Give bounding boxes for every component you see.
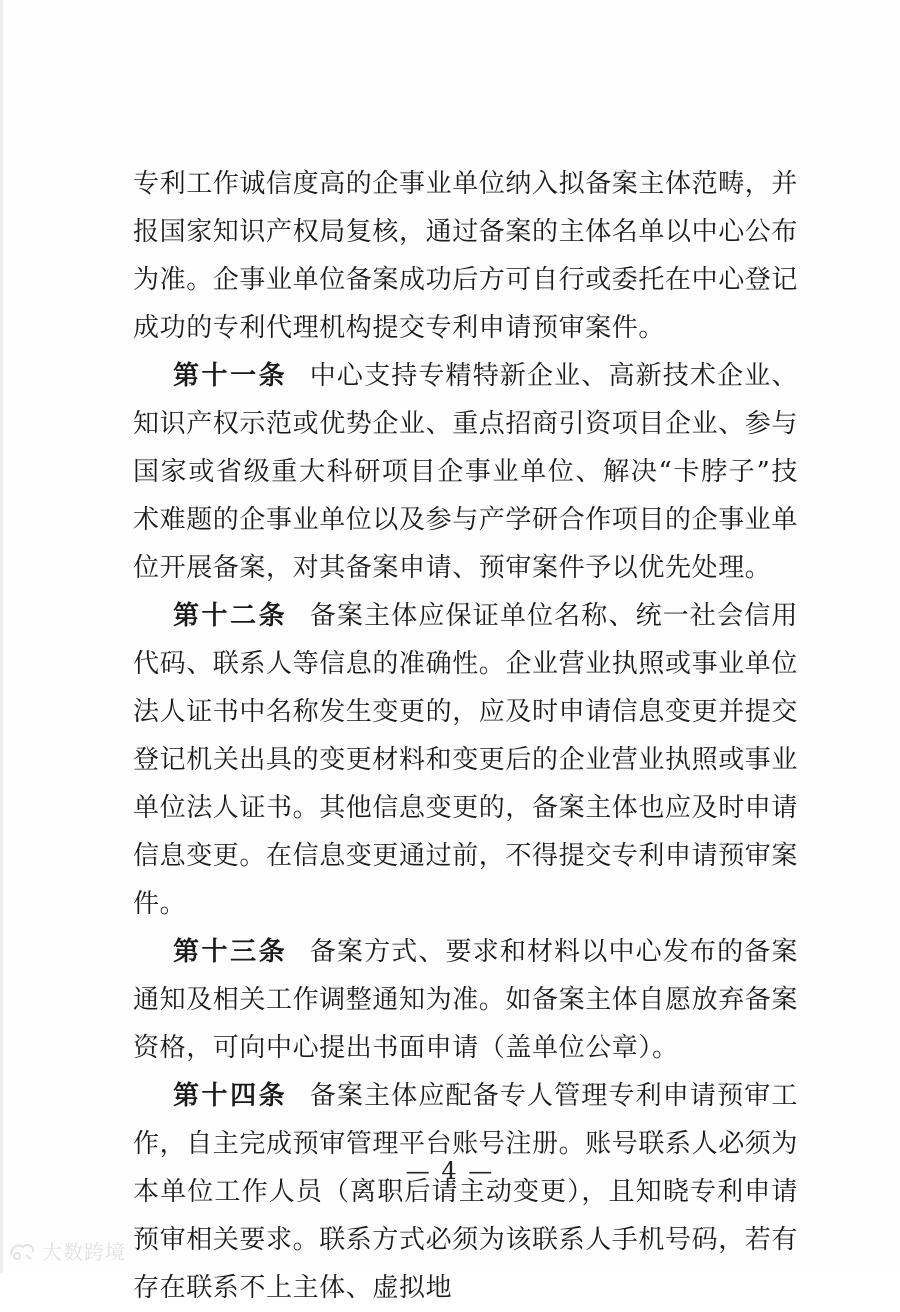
paragraph-article-12 bbox=[133, 592, 798, 928]
paragraph-text: 中心支持专精特新企业、高新技术企业、知识产权示范或优势企业、重点招商引资项目企业、参与国家或省级重大科研项目企事业单位、解决“卡脖子”技术难题的企事业单位以及参与产学研合作项目的企事业单位开展备案，对其备案申请、预审案件予以优先处理。 bbox=[133, 361, 799, 583]
article-number: 第十三条 bbox=[173, 937, 288, 967]
paragraph-text: 专利工作诚信度高的企事业单位纳入拟备案主体范畴，并报国家知识产权局复核，通过备案的主体名单以中心公布为准。企事业单位备案成功后方可自行或委托在中心登记成功的专利代理机构提交专利申请预审案件。 bbox=[133, 169, 799, 343]
paragraph-article-14 bbox=[133, 1072, 798, 1312]
document-body bbox=[133, 160, 798, 1312]
paragraph-text: 备案主体应配备专人管理专利申请预审工作，自主完成预审管理平台账号注册。账号联系人必须为本单位工作人员（离职后请主动变更），且知晓专利申请预审相关要求。联系方式必须为该联系人手机号码，若有存在联系不上主体、虚拟地 bbox=[133, 1081, 799, 1303]
article-number: 第十四条 bbox=[173, 1081, 288, 1111]
paragraph-article-11 bbox=[133, 352, 798, 592]
watermark-text: 大数跨境 bbox=[42, 1240, 126, 1264]
paragraph-text: 备案主体应保证单位名称、统一社会信用代码、联系人等信息的准确性。企业营业执照或事业单位法人证书中名称发生变更的，应及时申请信息变更并提交登记机关出具的变更材料和变更后的企业营业执照或事业单位法人证书。其他信息变更的，备案主体也应及时申请信息变更。在信息变更通过前，不得提交专利申请预审案件。 bbox=[133, 601, 799, 919]
article-number: 第十一条 bbox=[173, 361, 288, 391]
page-edge bbox=[0, 0, 3, 1273]
watermark bbox=[8, 1236, 126, 1265]
paragraph-continued bbox=[133, 160, 798, 352]
paragraph-article-13 bbox=[133, 928, 798, 1072]
brand-logo-icon bbox=[8, 1239, 38, 1263]
article-number: 第十二条 bbox=[173, 601, 288, 631]
paragraph-text: 备案方式、要求和材料以中心发布的备案通知及相关工作调整通知为准。如备案主体自愿放弃备案资格，可向中心提出书面申请（盖单位公章）。 bbox=[133, 937, 799, 1063]
page-number: — 4 — bbox=[405, 1157, 495, 1185]
